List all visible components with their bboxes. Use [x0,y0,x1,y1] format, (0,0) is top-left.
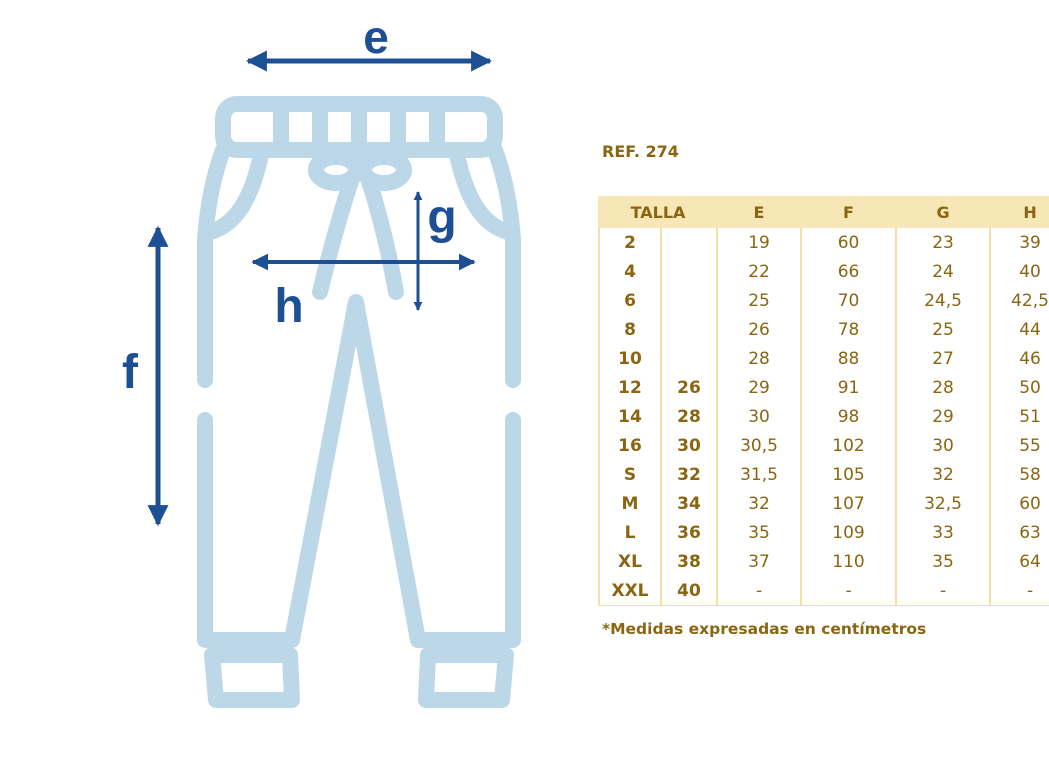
table-row [599,576,1049,606]
e-cell: - [717,576,801,606]
alt-size-cell: 32 [661,460,717,489]
g-cell: 27 [896,344,990,373]
alt-size-cell: 36 [661,518,717,547]
size-table [598,196,1049,606]
table-row [599,518,1049,547]
g-cell: 32,5 [896,489,990,518]
table-row [599,286,1049,315]
table-row [599,402,1049,431]
h-cell: 63 [990,518,1049,547]
h-cell: - [990,576,1049,606]
table-row [599,373,1049,402]
e-cell: 26 [717,315,801,344]
size-cell: 10 [618,348,642,369]
e-cell: 30,5 [717,431,801,460]
e-cell: 32 [717,489,801,518]
label-g: g [427,191,457,244]
table-row [599,460,1049,489]
size-cell: 14 [618,406,642,427]
size-cell: XL [618,551,642,572]
alt-size-cell: 30 [661,431,717,460]
size-cell: XXL [611,580,649,601]
h-cell: 60 [990,489,1049,518]
e-cell: 37 [717,547,801,576]
size-table-header [599,196,1049,228]
reference-title: REF. 274 [602,142,679,161]
size-cell: 12 [618,377,642,398]
e-cell: 29 [717,373,801,402]
table-row [599,315,1049,344]
size-cell: 2 [624,232,636,253]
alt-size-cell [661,315,717,344]
table-row [599,228,1049,257]
f-cell: 107 [801,489,896,518]
f-cell: 110 [801,547,896,576]
h-cell: 64 [990,547,1049,576]
h-cell: 40 [990,257,1049,286]
header-h: H [990,196,1049,228]
table-row [599,431,1049,460]
e-cell: 22 [717,257,801,286]
f-cell: 70 [801,286,896,315]
g-cell: 28 [896,373,990,402]
h-cell: 46 [990,344,1049,373]
g-cell: 24,5 [896,286,990,315]
f-cell: 91 [801,373,896,402]
label-f: f [122,346,138,399]
alt-size-cell [661,344,717,373]
size-cell: 4 [624,261,636,282]
f-cell: 98 [801,402,896,431]
g-cell: - [896,576,990,606]
size-cell: 16 [618,435,642,456]
e-cell: 25 [717,286,801,315]
alt-size-cell: 38 [661,547,717,576]
alt-size-cell [661,286,717,315]
f-cell: 78 [801,315,896,344]
header-e: E [717,196,801,228]
h-cell: 39 [990,228,1049,257]
alt-size-cell [661,257,717,286]
e-cell: 31,5 [717,460,801,489]
f-cell: 88 [801,344,896,373]
g-cell: 33 [896,518,990,547]
f-cell: 66 [801,257,896,286]
table-row [599,344,1049,373]
h-cell: 58 [990,460,1049,489]
e-cell: 35 [717,518,801,547]
h-cell: 51 [990,402,1049,431]
table-row [599,489,1049,518]
h-cell: 50 [990,373,1049,402]
h-cell: 42,5 [990,286,1049,315]
table-row [599,547,1049,576]
header-talla: TALLA [599,196,717,228]
h-cell: 44 [990,315,1049,344]
footnote: *Medidas expresadas en centímetros [602,620,927,638]
size-cell: S [623,464,637,485]
g-cell: 35 [896,547,990,576]
size-cell: L [624,522,636,543]
alt-size-cell: 26 [661,373,717,402]
e-cell: 19 [717,228,801,257]
e-cell: 30 [717,402,801,431]
alt-size-cell: 34 [661,489,717,518]
pants-outline [205,104,513,700]
header-g: G [896,196,990,228]
g-cell: 29 [896,402,990,431]
alt-size-cell [661,228,717,257]
table-row [599,257,1049,286]
alt-size-cell: 28 [661,402,717,431]
e-cell: 28 [717,344,801,373]
f-cell: 102 [801,431,896,460]
g-cell: 25 [896,315,990,344]
label-e: e [363,11,389,63]
size-table-body [599,228,1049,606]
f-cell: 105 [801,460,896,489]
f-cell: 109 [801,518,896,547]
header-f: F [801,196,896,228]
size-cell: 8 [624,319,636,340]
label-h: h [274,280,304,333]
size-table-container [598,196,1049,606]
g-cell: 24 [896,257,990,286]
h-cell: 55 [990,431,1049,460]
size-cell: 6 [624,290,636,311]
g-cell: 32 [896,460,990,489]
alt-size-cell: 40 [661,576,717,606]
g-cell: 30 [896,431,990,460]
g-cell: 23 [896,228,990,257]
size-cell: M [621,493,639,514]
f-cell: - [801,576,896,606]
f-cell: 60 [801,228,896,257]
